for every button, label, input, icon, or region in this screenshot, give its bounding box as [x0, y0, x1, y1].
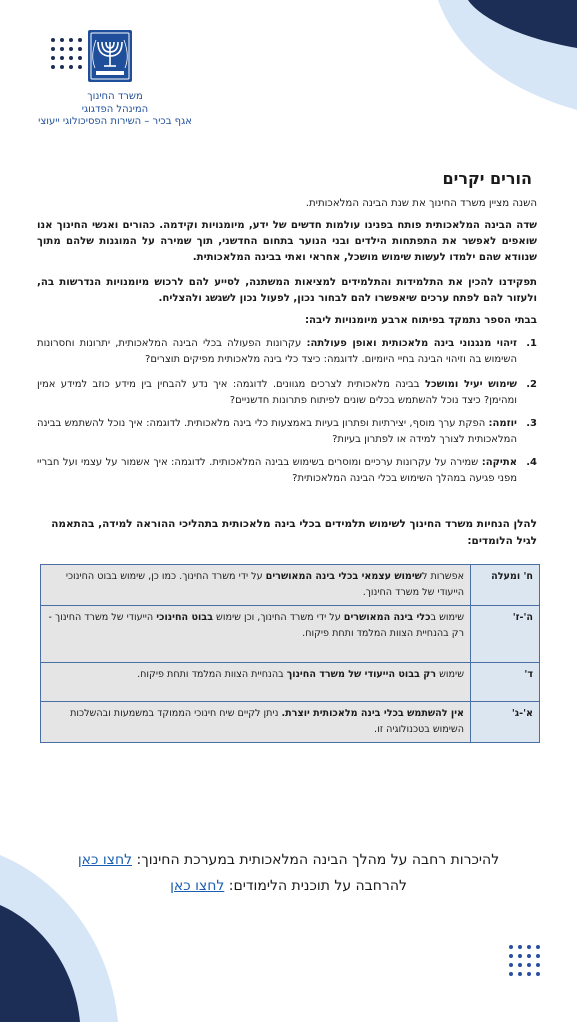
skill-description: בבינה מלאכותית לצרכים מגוונים. לדוגמה: איך נדע להבחין בין מידע כוזב למידע אמין ומהימן? כיצד נוכל להשתמש בכלים שונים לפיתוח פתרונות חדשניים? [37, 379, 517, 406]
table-row [41, 663, 540, 702]
skill-number: 1. [526, 338, 537, 349]
table-row [41, 606, 540, 663]
skill-title: שימוש יעיל ומושכל [424, 379, 517, 390]
guideline-bold: שימוש עצמאי בכלי בינה המאושרים [265, 571, 422, 582]
skill-description: שמירה על עקרונות ערכיים ומוסרים בשימוש בבינה המלאכותית. לדוגמה: איך אשמור על עצמי ועל חבריי מפני פגיעה במהלך השימוש בכלי הבינה המלאכותית? [37, 457, 517, 484]
footer-text: להרחבה על תוכנית הלימודים: [224, 878, 407, 894]
guideline-cell [41, 565, 471, 606]
skill-number: 2. [526, 379, 537, 390]
grade-cell: ח' ומעלה [471, 565, 540, 606]
skill-text [37, 455, 517, 487]
skill-text [37, 416, 517, 448]
guidelines-heading: להלן הנחיות משרד החינוך לשימוש תלמידים בכלי בינה מלאכותית בתהליכי ההוראה למידה, בהתאמה לגיל הלומדים: [51, 518, 537, 547]
curriculum-link[interactable]: לחצו כאן [170, 878, 225, 894]
guideline-text: שימוש ב [430, 612, 464, 623]
guideline-bold: בבוט החינוכי [156, 612, 213, 623]
skill-description: עקרונות הפעולה בכלי הבינה המלאכותית, יתרונות וחסרונות השימוש בה וזיהוי הבינה בחיי היומיום. לדוגמה: כיצד כלי בינה מלאכותית מפיקים תוצרים? [37, 338, 517, 365]
skill-item [37, 455, 537, 487]
skill-description: הפקת ערך מוסף, יצירתיות ופתרון בעיות באמצעות כלי בינה מלאכותית. לדוגמה: איך נוכל להשתמש בבינה המלאכותית לצורך למידה או לפתרון בעיות? [37, 418, 517, 445]
ministry-header [20, 91, 210, 129]
guideline-text: על ידי משרד החינוך, וכן שימוש [212, 612, 344, 623]
paragraph-role: תפקידנו להכין את התלמידות והתלמידים למציאות המשתנה, לסייע להם לרכוש מיומנויות הנדרשות בה, ולעזור להם לפתח ערכים שיאפשרו להם לבחור נכון, לפעול נכון לשגשג ולהצליח. [37, 277, 537, 304]
guideline-bold: אין להשתמש בכלי בינה מלאכותית יוצרת. [281, 708, 464, 719]
skill-title: אתיקה: [481, 457, 517, 468]
skill-item [37, 336, 537, 368]
age-guidelines-table [40, 564, 540, 743]
grade-cell: ד' [471, 663, 540, 702]
skills-intro: בבתי הספר נתמקד בפיתוח ארבע מיומנויות ליבה: [304, 315, 537, 326]
footer-line-curriculum [0, 878, 577, 894]
guideline-bold: רק בבוט הייעודי של משרד החינוך [286, 669, 437, 680]
grade-cell: ה'-ז' [471, 606, 540, 663]
paragraph-ai-field: שדה הבינה המלאכותית פותח בפנינו עולמות חדשים של ידע, מיומנויות וקידמה. כהורים ואנשי החינוך אנו שואפים לאפשר את התפתחות הילדים ובני הנוער בתחום החדשני, תוך שמירה על המוגנות שלהם מתוך שנוודא שהם ילמדו לעשות שימוש מושכל, אחראי ואתי בבינה המלאכותית. [37, 220, 537, 263]
ministry-line: אגף בכיר – השירות הפסיכולוגי ייעוצי [38, 116, 192, 127]
letter-title: הורים יקרים [442, 169, 532, 188]
skill-number: 4. [526, 457, 537, 468]
guideline-text: בהנחיית הצוות המלמד ותחת פיקוח. [137, 669, 287, 680]
ai-program-link[interactable]: לחצו כאן [77, 852, 133, 868]
skill-text [37, 336, 517, 368]
ministry-line: משרד החינוך [87, 91, 143, 102]
skill-title: זיהוי מנגנוני בינה מלאכותית ואופן פעולתה: [306, 338, 517, 349]
skill-item [37, 416, 537, 448]
guideline-cell [41, 606, 471, 663]
skill-item [37, 377, 537, 409]
footer-line-ai-program [0, 852, 577, 868]
guideline-cell [41, 702, 471, 743]
guideline-text: שימוש [436, 669, 464, 680]
intro-paragraph: השנה מציין משרד החינוך את שנת הבינה המלאכותית. [305, 198, 537, 209]
table-row [41, 565, 540, 606]
guideline-bold: כלי בינה המאושרים [343, 612, 431, 623]
guideline-cell [41, 663, 471, 702]
guideline-text: הייעודי של משרד החינוך - רק בהנחיית הצוות המלמד ותחת פיקוח. [48, 612, 464, 639]
skill-title: יוזמה: [488, 418, 517, 429]
guideline-text: אפשרות ל [421, 571, 464, 582]
skill-text [37, 377, 517, 409]
skill-number: 3. [526, 418, 537, 429]
guideline-text: על ידי משרד החינוך. כמו כן, שימוש בבוט החינוכי הייעודי של משרד החינוך. [65, 571, 464, 598]
grade-cell: א'-ג' [471, 702, 540, 743]
guideline-text: ניתן לקיים שיח חינוכי הממוקד במשמעות ובהשלכות השימוש בטכנולוגיה זו. [70, 708, 464, 735]
footer-text: להיכרות רחבה על מהלך הבינה המלאכותית במערכת החינוך: [132, 852, 500, 868]
table-row [41, 702, 540, 743]
ministry-line: המינהל הפדגוגי [81, 103, 149, 115]
